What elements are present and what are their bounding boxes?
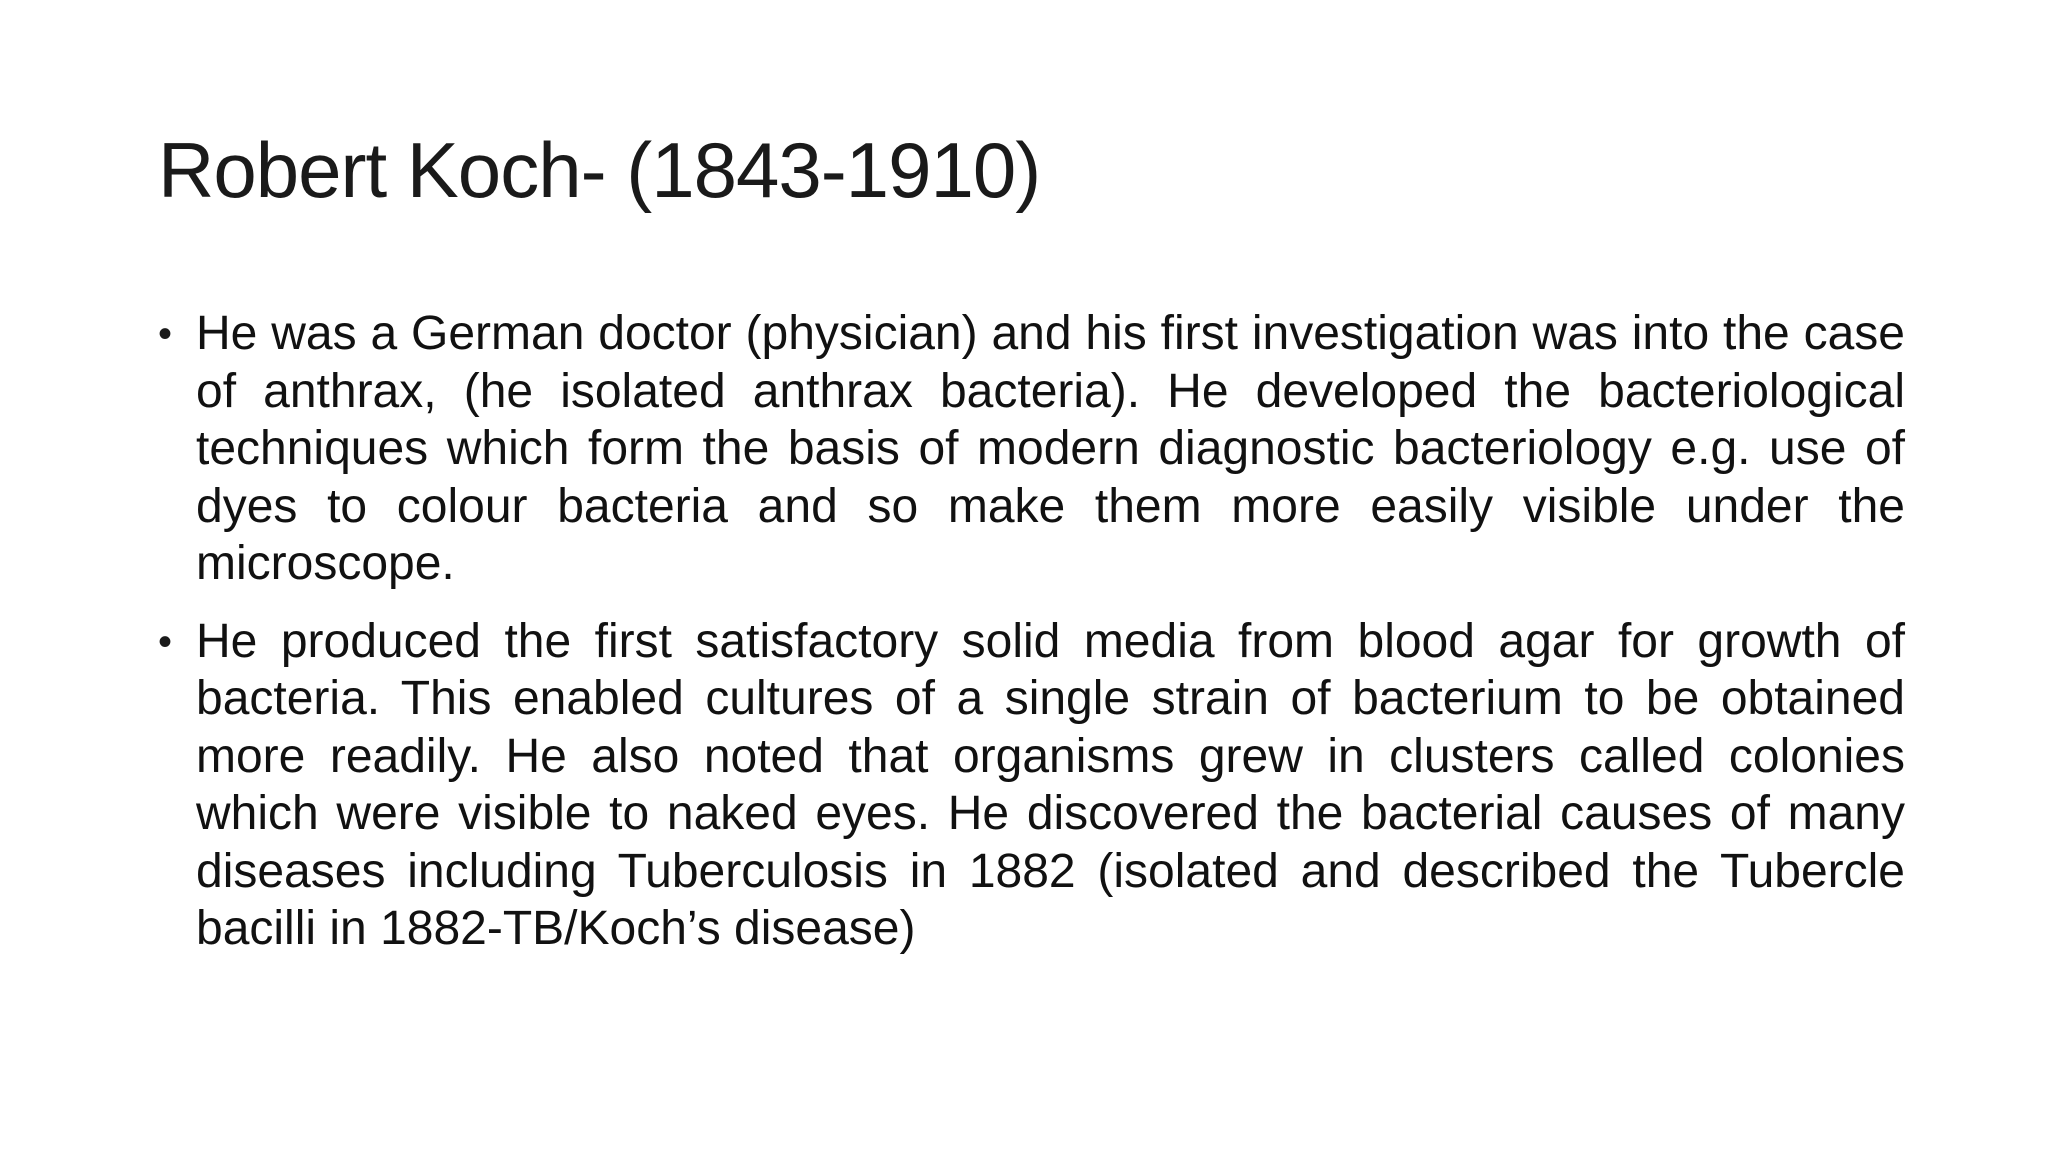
- bullet-text: He produced the first satisfactory solid media from blood agar for growth of bacteria. This enabled cultures of a single strain of bacterium to be obtained more readily. He also noted that organisms grew in clusters called colonies which were visible to naked eyes. He discovered the bacterial causes of many diseases including Tuberculosis in 1882 (isolated and described the Tubercle bacilli in 1882-TB/Koch’s disease): [196, 614, 1905, 955]
- bullet-item: [158, 613, 1905, 958]
- slide-title: Robert Koch- (1843-1910): [158, 126, 1041, 214]
- bullet-list: [158, 305, 1905, 978]
- bullet-dot-icon: •: [158, 312, 173, 356]
- bullet-item: [158, 305, 1905, 593]
- bullet-text: He was a German doctor (physician) and his first investigation was into the case of anthrax, (he isolated anthrax bacteria). He developed the bacteriological techniques which form the basis of modern diagnostic bacteriology e.g. use of dyes to colour bacteria and so make them more easily visible under the microscope.: [196, 307, 1905, 590]
- bullet-dot-icon: •: [158, 619, 173, 664]
